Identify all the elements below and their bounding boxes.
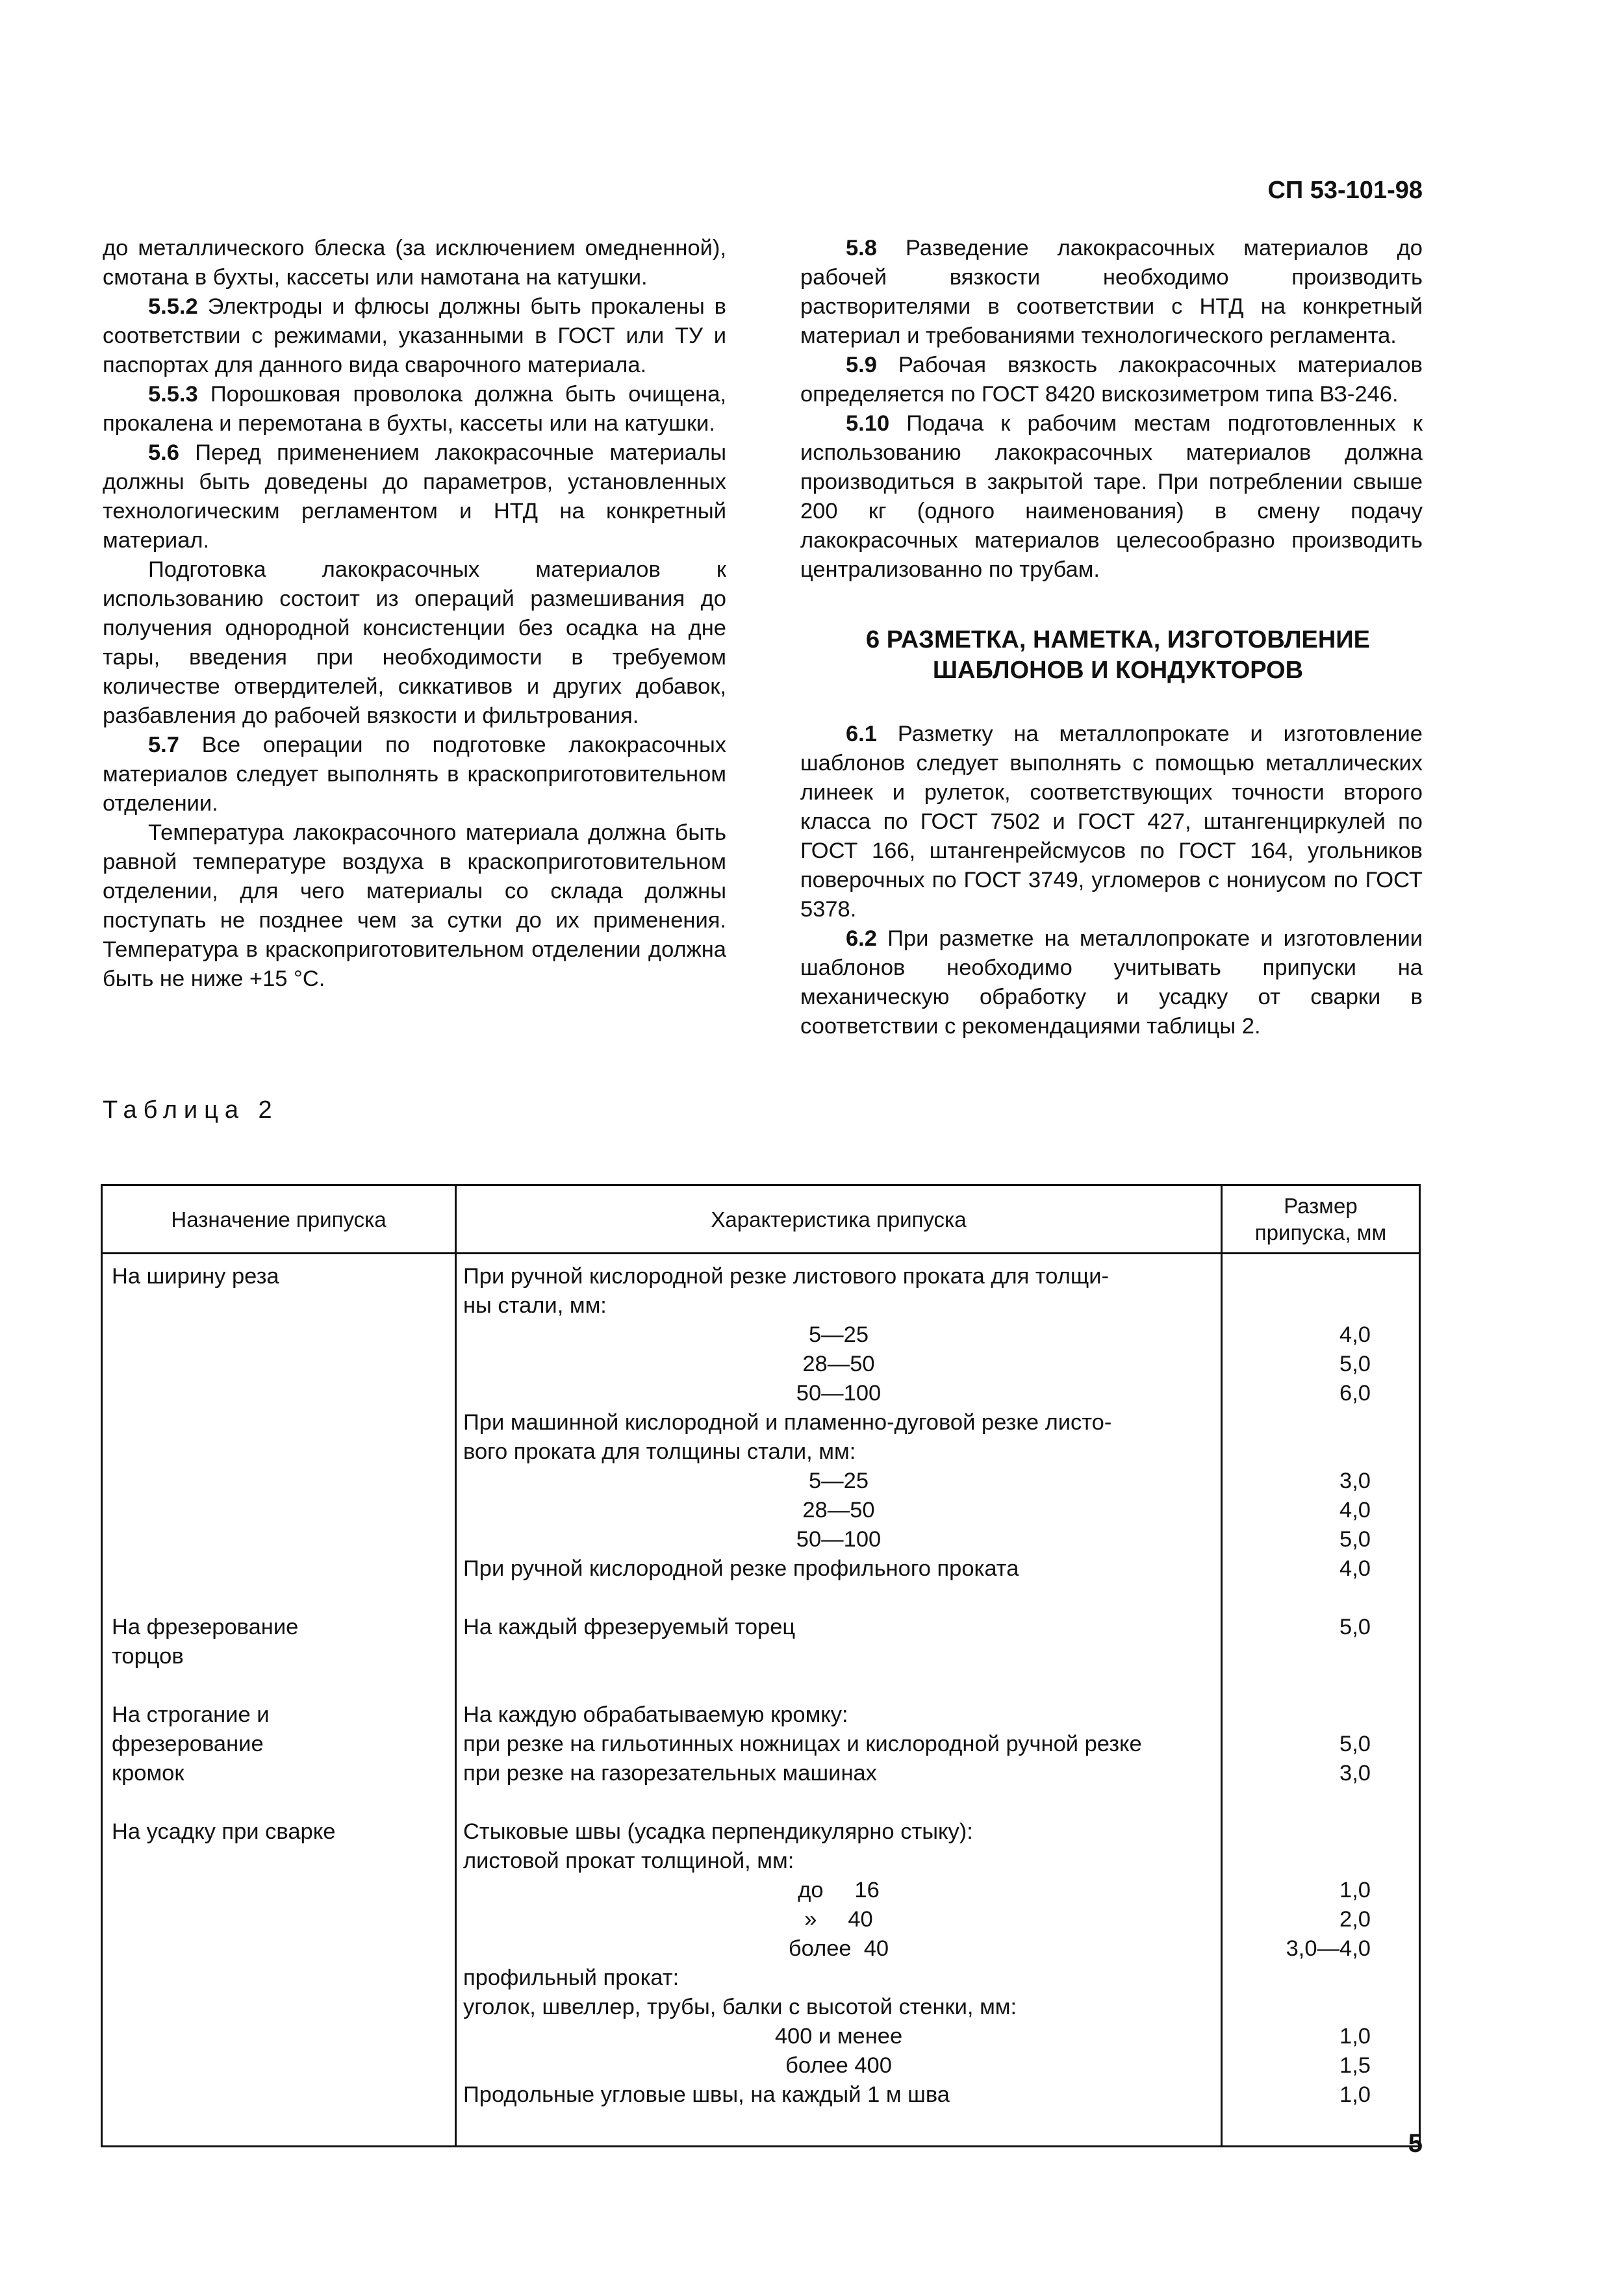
table-label: Таблица 2	[103, 1096, 279, 1124]
page-number: 5	[1408, 2129, 1423, 2158]
allowance-table	[101, 1184, 1421, 2147]
paragraph-text: Подача к рабочим местам подготовленных к использованию лакокрасочных материалов должна производиться в закрытой таре. При потреблении свыше 200 кг (одного наименования) в смену подачу лакокрасочных материалов целесообразно производить централизованно по трубам.	[800, 411, 1423, 582]
clause-number: 6.1	[846, 722, 877, 746]
cell-purpose: На строгание и	[112, 1702, 270, 1727]
cell-thickness-range: 5—25	[808, 1469, 869, 1493]
cell-size: 3,0	[1339, 1469, 1371, 1493]
section-heading: 6 РАЗМЕТКА, НАМЕТКА, ИЗГОТОВЛЕНИЕ ШАБЛОНОВ И КОНДУКТОРОВ	[866, 626, 1370, 684]
cell-characteristic: При ручной кислородной резке профильного проката	[463, 1556, 1019, 1581]
cell-characteristic: при резке на гильотинных ножницах и кислородной ручной резке	[463, 1732, 1142, 1756]
paragraph-text: Температура лакокрасочного материала должна быть равной температуре воздуха в краскоприготовительном отделении, для чего материалы со склада должны поступать не позднее чем за сутки до их применения. Температура в краскоприготовительном отделении должна быть не ниже +15 °С.	[103, 820, 726, 991]
cell-characteristic: уголок, швеллер, трубы, балки с высотой стенки, мм:	[463, 1995, 1017, 2019]
paragraph	[103, 438, 726, 555]
cell-purpose: На фрезерование	[112, 1615, 299, 1639]
cell-size: 5,0	[1339, 1352, 1371, 1376]
paragraph	[103, 234, 726, 292]
clause-number: 6.2	[846, 926, 877, 951]
paragraph-text: Рабочая вязкость лакокрасочных материалов определяется по ГОСТ 8420 вискозиметром типа ВЗ-246.	[800, 353, 1423, 407]
cell-thickness-range: 50—100	[796, 1381, 882, 1406]
paragraph-text: Все операции по подготовке лакокрасочных материалов следует выполнять в краскоприготовительном отделении.	[103, 733, 726, 816]
right-column-paragraphs-2	[800, 720, 1423, 1041]
cell-size: 5,0	[1339, 1615, 1371, 1639]
paragraph-text: При разметке на металлопрокате и изготовлении шаблонов необходимо учитывать припуски на механическую обработку и усадку от сварки в соответствии с рекомендациями таблицы 2.	[800, 926, 1423, 1039]
cell-size: 5,0	[1339, 1732, 1371, 1756]
paragraph	[800, 924, 1423, 1041]
doc-code: СП 53-101-98	[1267, 177, 1423, 204]
cell-characteristic: ны стали, мм:	[463, 1293, 607, 1318]
cell-size: 4,0	[1339, 1556, 1371, 1581]
clause-number: 5.9	[846, 353, 877, 377]
cell-size: 1,0	[1339, 2082, 1371, 2107]
cell-thickness-range: 400 и менее	[774, 2024, 903, 2049]
cell-purpose: На усадку при сварке	[112, 1819, 336, 1844]
paragraph-text: Подготовка лакокрасочных материалов к использованию состоит из операций размешивания до получения однородной консистенции без осадка на дне тары, введения при необходимости в требуемом количестве отвердителей, сиккативов и других добавок, разбавления до рабочей вязкости и фильтрования.	[103, 557, 726, 728]
paragraph	[103, 380, 726, 438]
cell-size: 4,0	[1339, 1498, 1371, 1523]
paragraph-text: до металлического блеска (за исключением омедненной), смотана в бухты, кассеты или намотана на катушки.	[103, 236, 726, 290]
cell-characteristic: профильный прокат:	[463, 1965, 679, 1990]
paragraph-text: Разметку на металлопрокате и изготовление шаблонов следует выполнять с помощью металлических линеек и рулеток, соответствующих точности второго класса по ГОСТ 7502 и ГОСТ 427, штангенциркулей по ГОСТ 166, штангенрейсмусов по ГОСТ 164, угольников поверочных по ГОСТ 3749, угломеров с нониусом по ГОСТ 5378.	[800, 722, 1423, 922]
cell-characteristic: При ручной кислородной резке листового проката для толщи-	[463, 1264, 1109, 1289]
paragraph	[800, 720, 1423, 924]
header-cell-purpose: Назначение припуска	[171, 1207, 387, 1232]
cell-size: 3,0—4,0	[1286, 1936, 1371, 1961]
cell-characteristic: Продольные угловые швы, на каждый 1 м шва	[463, 2082, 950, 2107]
paragraph-text: Электроды и флюсы должны быть прокалены в соответствии с режимами, указанными в ГОСТ или ТУ и паспортах для данного вида сварочного материала.	[103, 294, 726, 377]
cell-purpose: На ширину реза	[112, 1264, 279, 1289]
clause-number: 5.8	[846, 236, 877, 260]
cell-size: 4,0	[1339, 1322, 1371, 1347]
cell-purpose: торцов	[112, 1644, 184, 1669]
cell-purpose: кромок	[112, 1761, 184, 1786]
cell-size: 6,0	[1339, 1381, 1371, 1406]
paragraph	[103, 292, 726, 380]
cell-thickness-range: 50—100	[796, 1527, 882, 1552]
paragraph-text: Перед применением лакокрасочные материалы должны быть доведены до параметров, установленных технологическим регламентом и НТД на конкретный материал.	[103, 440, 726, 553]
cell-thickness-range: 28—50	[802, 1498, 875, 1523]
clause-number: 5.6	[148, 440, 179, 465]
cell-size: 2,0	[1339, 1907, 1371, 1932]
cell-thickness-range: 28—50	[802, 1352, 875, 1376]
cell-size: 5,0	[1339, 1527, 1371, 1552]
paragraph-text: Разведение лакокрасочных материалов до рабочей вязкости необходимо производить растворителями в соответствии с НТД на конкретный материал и требованиями технологического регламента.	[800, 236, 1423, 348]
cell-purpose: фрезерование	[112, 1732, 264, 1756]
cell-thickness-range: » 40	[804, 1907, 873, 1932]
cell-size: 3,0	[1339, 1761, 1371, 1786]
header-cell-characteristic: Характеристика припуска	[711, 1207, 967, 1232]
cell-thickness-range: более 40	[788, 1936, 889, 1961]
paragraph-text: Порошковая проволока должна быть очищена, прокалена и перемотана в бухты, кассеты или на катушки.	[103, 382, 726, 436]
header-cell-size	[1223, 1186, 1419, 1252]
cell-characteristic: при резке на газорезательных машинах	[463, 1761, 877, 1786]
clause-number: 5.5.3	[148, 382, 198, 407]
clause-number: 5.5.2	[148, 294, 198, 319]
paragraph	[800, 234, 1423, 351]
cell-size: 1,0	[1339, 2024, 1371, 2049]
cell-thickness-range: 5—25	[808, 1322, 869, 1347]
left-column	[103, 234, 726, 994]
cell-thickness-range: более 400	[785, 2053, 892, 2078]
cell-size: 1,0	[1339, 1878, 1371, 1902]
cell-characteristic: На каждую обрабатываемую кромку:	[463, 1702, 848, 1727]
cell-characteristic: При машинной кислородной и пламенно-дуговой резке листо-	[463, 1410, 1112, 1435]
header-cell-size-text: Размер припуска, мм	[1254, 1194, 1387, 1245]
cell-size: 1,5	[1339, 2053, 1371, 2078]
clause-number: 5.10	[846, 411, 890, 436]
paragraph	[103, 555, 726, 731]
right-column	[800, 234, 1423, 1041]
cell-characteristic: Стыковые швы (усадка перпендикулярно стыку):	[463, 1819, 973, 1844]
cell-characteristic: На каждый фрезеруемый торец	[463, 1615, 796, 1639]
paragraph	[103, 818, 726, 994]
cell-characteristic: листовой прокат толщиной, мм:	[463, 1849, 794, 1873]
right-column-paragraphs	[800, 234, 1423, 585]
clause-number: 5.7	[148, 733, 179, 757]
paragraph	[800, 351, 1423, 409]
paragraph	[103, 731, 726, 818]
cell-thickness-range: до 16	[798, 1878, 880, 1902]
paragraph	[800, 409, 1423, 585]
cell-characteristic: вого проката для толщины стали, мм:	[463, 1439, 856, 1464]
